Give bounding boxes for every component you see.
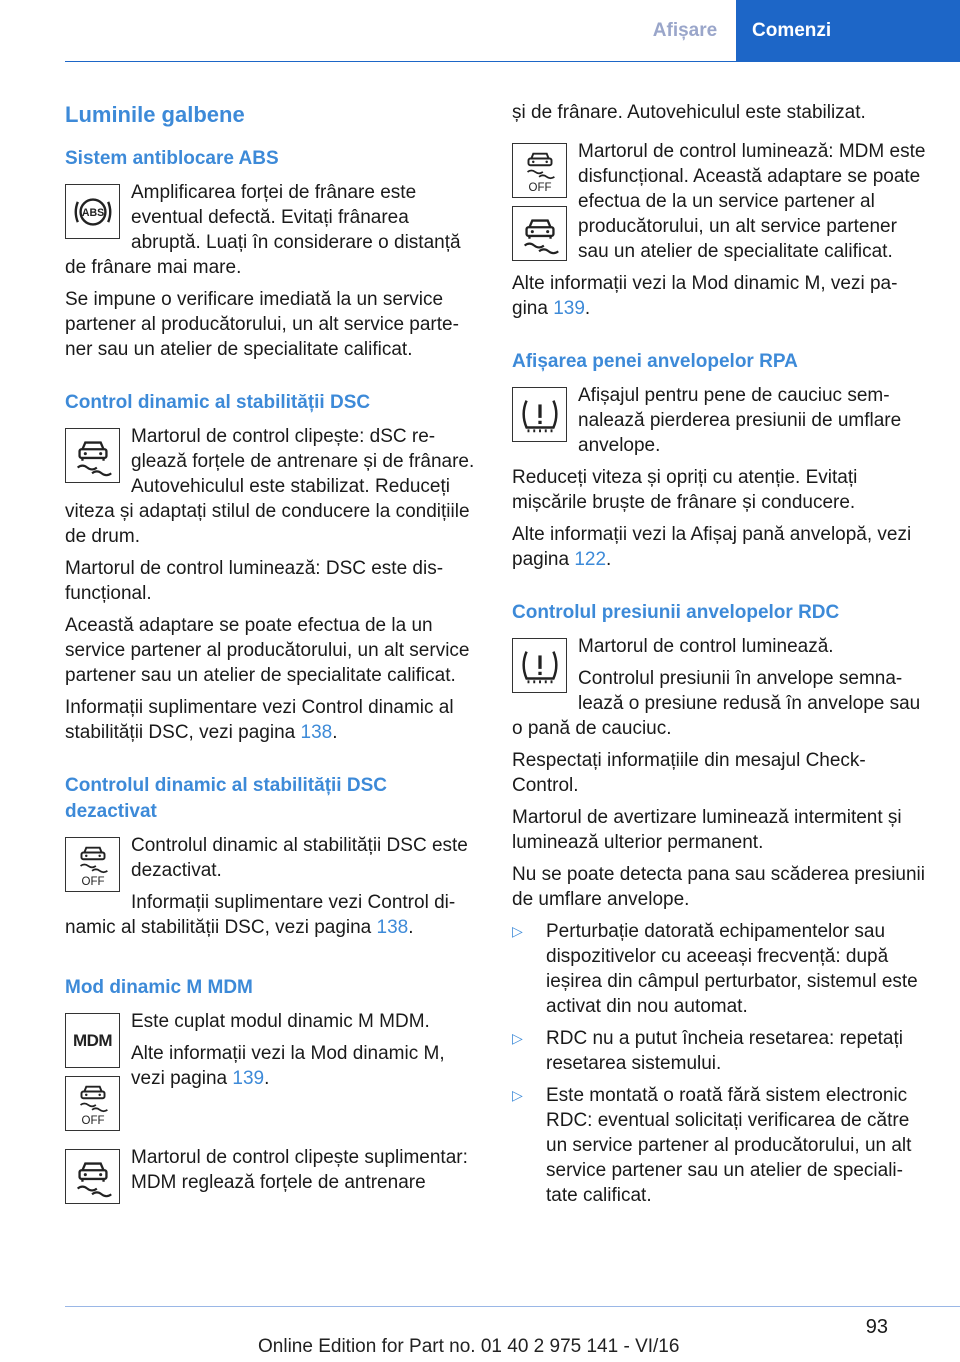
section-dsc xyxy=(65,424,479,556)
mdm-fault-icon-column xyxy=(512,143,568,269)
header-divider xyxy=(65,61,960,62)
section-mdm-fault xyxy=(512,139,926,271)
rdc-bullet-list xyxy=(512,919,926,1208)
dsc-text-1: Martorul de control clipește: dSC reglează forțele de antrenare și de frânare. Autovehiculul este stabilizat. Reduceți viteza și adaptați stilul de conducere la condițiile de drum. xyxy=(65,426,475,547)
rdc-text-5: Nu se poate detecta pana sau scăderea presiunii de umflare anvelope. xyxy=(512,864,925,910)
dsc-skid-icon xyxy=(512,206,567,261)
dsc-text-2: Martorul de control luminează: DSC este disfuncțional. xyxy=(65,558,444,604)
section-mdm-heading: Mod dinamic M MDM xyxy=(65,977,253,998)
dsc-text-4: Informații suplimentare vezi Control dinamic al stabilității DSC, vezi pagina 138. xyxy=(65,697,454,743)
mdm-icon-column xyxy=(65,1013,121,1139)
abs-warning-icon xyxy=(65,184,120,239)
dsc-icon-column xyxy=(65,428,121,491)
section-abs xyxy=(65,180,479,287)
section-rpa xyxy=(512,383,926,465)
section-rpa-heading: Afișarea penei anvelopelor RPA xyxy=(512,351,798,372)
rdc-text-1: Martorul de control luminează. xyxy=(578,636,834,657)
tab-afisare[interactable]: Afișare xyxy=(634,0,736,62)
section-mdm-flash xyxy=(65,1145,479,1212)
rpa-text-2: Reduceți viteza și opriți cu atenție. Evitați mișcările bruște de frânare și conducere. xyxy=(512,467,858,513)
dsc-skid-icon xyxy=(65,1149,120,1204)
page-link-139[interactable]: 139 xyxy=(553,298,585,319)
mdm-text-2: Alte informații vezi la Mod dinamic M, vezi pagina 139. xyxy=(131,1043,445,1089)
mdm-continued-text: și de frânare. Autovehiculul este stabilizat. xyxy=(512,102,866,123)
tire-pressure-icon xyxy=(512,638,567,693)
mdm-fault-text-1: Martorul de control luminează: MDM este disfuncțional. Această adaptare se poate efectua de la un service partener al producătorului, un alt service partener sau un atelier de specialitate calificat. xyxy=(578,141,926,262)
right-column xyxy=(512,100,926,1215)
footer-edition: Online Edition for Part no. 01 40 2 975 141 - VI/16 xyxy=(258,1336,680,1357)
svg-text:ABS: ABS xyxy=(81,206,104,219)
list-item: ▷ RDC nu a putut încheia resetarea: repetați resetarea sistemului. xyxy=(512,1028,903,1074)
section-abs-heading: Sistem antiblocare ABS xyxy=(65,148,279,169)
page-title: Luminile galbene xyxy=(65,102,245,127)
left-column xyxy=(65,100,479,1212)
page-link-138[interactable]: 138 xyxy=(376,917,409,938)
bullet-triangle-icon: ▷ xyxy=(512,1030,523,1046)
section-dsc-off xyxy=(65,833,479,947)
rpa-text-3: Alte informații vezi la Afișaj pană anvelopă, vezi pagina 122. xyxy=(512,524,912,570)
tab-comenzi[interactable]: Comenzi xyxy=(736,0,960,62)
page-number: 93 xyxy=(865,1316,888,1338)
mdm-icon: MDM xyxy=(65,1013,120,1068)
list-item: ▷ Este montată o roată fără sistem electronic RDC: eventual solicitați verificarea de către un service partener al producătorului, un alt service partener sau un atelier de specialitate calificat. xyxy=(512,1085,912,1206)
section-rdc-heading: Controlul presiunii anvelopelor RDC xyxy=(512,602,840,623)
rpa-icon-column xyxy=(512,387,568,450)
tire-pressure-icon xyxy=(512,387,567,442)
rdc-text-2: Controlul presiunii în anvelope semnalează o presiune redusă în anvelope sau o pană de cauciuc. xyxy=(512,668,921,739)
abs-text-2: Se impune o verificare imediată la un service partener al producătorului, un alt service partener sau un atelier de specialitate calificat. xyxy=(65,289,459,360)
list-item: ▷ Perturbație datorată echipamentelor sau dispozitivelor cu aceeași frecvență: după ieșirea din câmpul perturbator, sistemul este activat din nou automat. xyxy=(512,921,918,1017)
rdc-icon-column xyxy=(512,638,568,701)
dsc-off-text-1: Controlul dinamic al stabilității DSC este dezactivat. xyxy=(131,835,468,881)
header-tabs xyxy=(634,0,960,62)
dsc-off-icon xyxy=(512,143,567,198)
rdc-text-3: Respectați informațiile din mesajul Check-Control. xyxy=(512,750,866,796)
mdm-flash-icon-column xyxy=(65,1149,121,1212)
section-rdc xyxy=(512,634,926,748)
page-link-138[interactable]: 138 xyxy=(300,722,333,743)
dsc-off-icon xyxy=(65,837,120,892)
dsc-text-3: Această adaptare se poate efectua de la un service partener al producătorului, un alt service partener sau un atelier de specialitate calificat. xyxy=(65,615,470,686)
dsc-off-text-2: Informații suplimentare vezi Control dinamic al stabilității DSC, vezi pagina 138. xyxy=(65,892,456,938)
section-mdm xyxy=(65,1009,479,1139)
bullet-triangle-icon: ▷ xyxy=(512,1087,523,1103)
mdm-text-1: Este cuplat modul dinamic M MDM. xyxy=(131,1011,430,1032)
page-link-139[interactable]: 139 xyxy=(232,1068,265,1089)
page-link-122[interactable]: 122 xyxy=(574,549,607,570)
dsc-skid-icon xyxy=(65,428,120,483)
dsc-off-icon xyxy=(65,1076,120,1131)
rpa-text-1: Afișajul pentru pene de cauciuc semnalează pierderea presiunii de umflare anvelope. xyxy=(578,385,902,456)
bullet-triangle-icon: ▷ xyxy=(512,923,523,939)
dsc-off-icon-column xyxy=(65,837,121,900)
footer-divider xyxy=(65,1306,960,1307)
rdc-text-4: Martorul de avertizare luminează intermitent și luminează ulterior permanent. xyxy=(512,807,902,853)
mdm-fault-text-2: Alte informații vezi la Mod dinamic M, vezi pagina 139. xyxy=(512,273,898,319)
mdm-text-3: Martorul de control clipește suplimentar: MDM reglează forțele de antrenare xyxy=(131,1147,468,1193)
section-dsc-heading: Control dinamic al stabilității DSC xyxy=(65,392,371,413)
abs-icon-column xyxy=(65,184,121,247)
abs-text-1: Amplificarea forței de frânare este eventual defectă. Evitați frânarea abruptă. Luați în considerare o distanță de frânare mai mare. xyxy=(65,182,461,278)
section-dsc-off-heading: Controlul dinamic al stabilității DSC dezactivat xyxy=(65,775,387,822)
